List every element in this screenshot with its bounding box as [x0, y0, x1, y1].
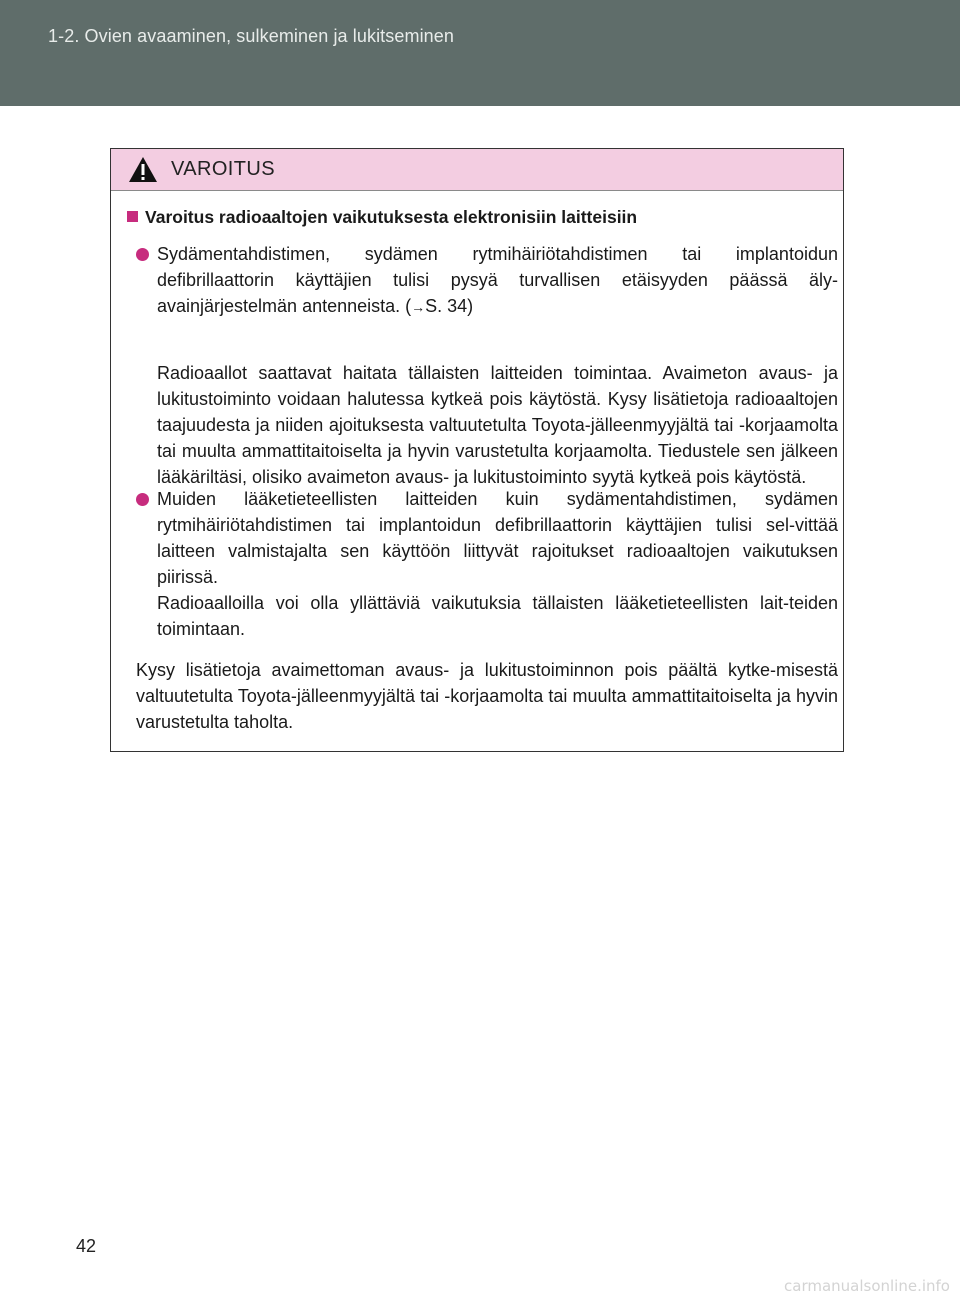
watermark: carmanualsonline.info [784, 1277, 950, 1295]
warning-header [111, 149, 843, 191]
page-reference: S. 34) [425, 296, 474, 317]
final-paragraph: Kysy lisätietoja avaimettoman avaus- ja lukitustoiminnon pois päältä kytke-misestä valtuutetulta Toyota-jälleenmyyjältä tai -korjaamolta tai muulta ammattitaitoiselta ja hyvin varustetulta taholta. [136, 660, 838, 733]
warning-subheading: Varoitus radioaaltojen vaikutuksesta elektronisiin laitteisiin [127, 207, 637, 228]
bullet2-paragraph-2: Radioaalloilla voi olla yllättäviä vaikutuksia tällaisten lääketieteellisten lait-teiden toimintaan. [157, 593, 838, 640]
ref-arrow-icon: → [411, 299, 426, 316]
warning-title: VAROITUS [171, 158, 275, 180]
circle-bullet-icon [136, 493, 149, 506]
page-number: 42 [76, 1236, 97, 1256]
warning-box [110, 148, 844, 752]
header-band [0, 0, 960, 106]
warning-triangle-icon [128, 156, 158, 183]
bullet2-paragraph: Muiden lääketieteellisten laitteiden kuin sydämentahdistimen, sydämen rytmihäiriötahdistimen tai implantoidun defibrillaattorin käyttäjien tulisi sel-vittää laitteen valmistajalta sen käyttöön liittyvät rajoitukset radioaaltojen vaikutuksen piirissä. [157, 489, 838, 588]
bullet1-paragraph: Sydämentahdistimen, sydämen rytmihäiriötahdistimen tai implantoidun defibrillaattorin käyttäjien tulisi pysyä turvallisen etäisyyden päässä äly-avainjärjestelmän antenneista. (→S. 34) [157, 244, 838, 317]
square-bullet-icon [127, 211, 138, 222]
circle-bullet-icon [136, 248, 149, 261]
bullet1-paragraph-2: Radioaallot saattavat haitata tällaisten laitteiden toimintaa. Avaimeton avaus- ja lukitustoiminto voidaan halutessa kytkeä pois käytöstä. Kysy lisätietoja radioaaltojen taajuudesta ja niiden ajoituksesta valtuutetulta Toyota-jälleenmyyjältä tai -korjaamolta tai muulta ammattitaitoiselta ja hyvin varustetulta korjaamolta. Tiedustele sen jälkeen lääkäriltäsi, olisiko avaimeton avaus- ja lukitustoiminto syytä kytkeä pois käytöstä. [157, 363, 838, 488]
section-title: 1-2. Ovien avaaminen, sulkeminen ja lukitseminen [48, 26, 455, 46]
